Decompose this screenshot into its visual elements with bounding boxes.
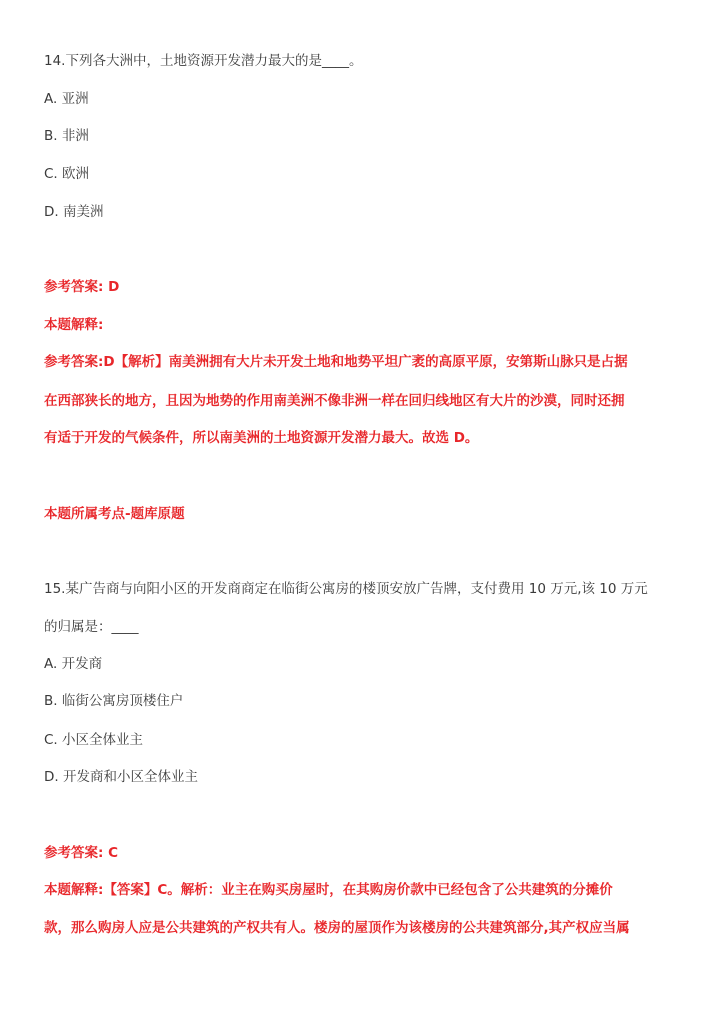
q14-option-d: D. 南美洲 xyxy=(44,204,104,220)
q14-option-a: A. 亚洲 xyxy=(44,91,89,107)
q14-option-b: B. 非洲 xyxy=(44,128,89,144)
q15-option-d: D. 开发商和小区全体业主 xyxy=(44,769,198,785)
q15-explain-line: 本题解释:【答案】C。解析：业主在购买房屋时，在其购房价款中已经包含了公共建筑的分摊价 xyxy=(44,882,613,898)
q14-explain-line: 在西部狭长的地方，且因为地势的作用南美洲不像非洲一样在回归线地区有大片的沙漠，同时还拥 xyxy=(44,393,625,409)
q14-explain-line: 有适于开发的气候条件，所以南美洲的土地资源开发潜力最大。故选 D。 xyxy=(44,430,479,446)
q15-answer: 参考答案: C xyxy=(44,845,119,861)
question-15-stem-cont: 的归属是：____ xyxy=(44,619,139,635)
q15-explain-line: 款，那么购房人应是公共建筑的产权共有人。楼房的屋顶作为该楼房的公共建筑部分,其产权应当属 xyxy=(44,920,630,936)
q14-explain-title: 本题解释: xyxy=(44,317,104,333)
q14-explain-line: 参考答案:D【解析】南美洲拥有大片未开发土地和地势平坦广袤的高原平原，安第斯山脉只是占据 xyxy=(44,354,628,370)
q14-source: 本题所属考点-题库原题 xyxy=(44,506,185,522)
q14-option-c: C. 欧洲 xyxy=(44,166,90,182)
question-14-stem: 14.下列各大洲中，土地资源开发潜力最大的是____。 xyxy=(44,53,363,69)
q15-option-c: C. 小区全体业主 xyxy=(44,732,144,748)
q14-answer: 参考答案: D xyxy=(44,279,120,295)
question-15-stem: 15.某广告商与向阳小区的开发商商定在临街公寓房的楼顶安放广告牌，支付费用 10 万元,该 10 万元 xyxy=(44,581,648,597)
q15-option-a: A. 开发商 xyxy=(44,656,103,672)
q15-option-b: B. 临街公寓房顶楼住户 xyxy=(44,693,184,709)
